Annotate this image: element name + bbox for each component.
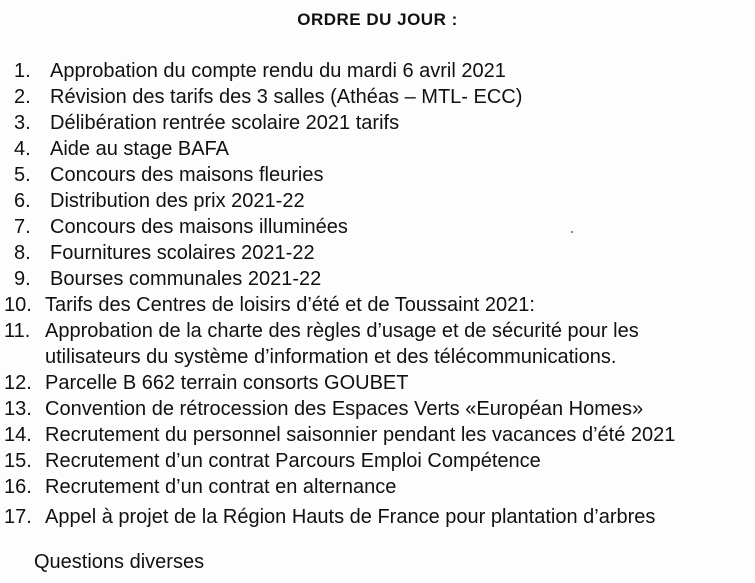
- item-text: Distribution des prix 2021-22: [50, 190, 305, 212]
- item-number: 2.: [14, 86, 31, 108]
- item-number: 9.: [14, 268, 31, 290]
- item-text: Révision des tarifs des 3 salles (Athéas – MTL- ECC): [50, 86, 523, 108]
- item-number: 1.: [14, 60, 31, 82]
- item-text-continued: utilisateurs du système d’information et des télécommunications.: [45, 346, 617, 368]
- questions-diverses: Questions diverses: [34, 551, 205, 573]
- agenda-item: [0, 110, 755, 136]
- agenda-item: [0, 188, 755, 214]
- scan-speck: [571, 231, 573, 233]
- item-number: 16.: [4, 476, 32, 498]
- item-number: 5.: [14, 164, 31, 186]
- item-text: Approbation du compte rendu du mardi 6 avril 2021: [50, 60, 506, 82]
- item-number: 4.: [14, 138, 31, 160]
- item-text: Recrutement d’un contrat Parcours Emploi Compétence: [45, 450, 541, 472]
- item-text: Fournitures scolaires 2021-22: [50, 242, 315, 264]
- agenda-item: [0, 136, 755, 162]
- item-text: Délibération rentrée scolaire 2021 tarifs: [50, 112, 400, 134]
- item-number: 15.: [4, 450, 32, 472]
- item-number: 8.: [14, 242, 31, 264]
- agenda-item: [0, 214, 755, 240]
- item-number: 14.: [4, 424, 32, 446]
- item-text: Appel à projet de la Région Hauts de France pour plantation d’arbres: [45, 506, 656, 528]
- agenda-item: [0, 318, 755, 370]
- item-text: Concours des maisons illuminées: [50, 216, 348, 238]
- agenda-item: [0, 292, 755, 318]
- agenda-item: [0, 370, 755, 396]
- item-number: 6.: [14, 190, 31, 212]
- item-text: Convention de rétrocession des Espaces Verts «Européan Homes»: [45, 398, 644, 420]
- item-number: 12.: [4, 372, 32, 394]
- agenda-title: ORDRE DU JOUR :: [297, 10, 458, 29]
- item-number: 10.: [4, 294, 32, 316]
- item-text: Aide au stage BAFA: [50, 138, 230, 160]
- agenda-item: [0, 422, 755, 448]
- agenda-item: [0, 266, 755, 292]
- agenda-item: [0, 84, 755, 110]
- agenda-item: [0, 504, 755, 530]
- item-text: Tarifs des Centres de loisirs d’été et de Toussaint 2021:: [45, 294, 535, 316]
- item-number: 11.: [4, 320, 31, 342]
- item-number: 7.: [14, 216, 31, 238]
- agenda-item: [0, 396, 755, 422]
- item-number: 13.: [4, 398, 32, 420]
- agenda-list: [0, 58, 755, 530]
- agenda-item: [0, 474, 755, 500]
- item-text: Bourses communales 2021-22: [50, 268, 322, 290]
- item-text: Approbation de la charte des règles d’usage et de sécurité pour les: [45, 320, 639, 342]
- agenda-item: [0, 58, 755, 84]
- item-text: Parcelle B 662 terrain consorts GOUBET: [45, 372, 409, 394]
- item-text: Concours des maisons fleuries: [50, 164, 324, 186]
- item-text: Recrutement d’un contrat en alternance: [45, 476, 397, 498]
- agenda-item: [0, 448, 755, 474]
- item-number: 17.: [4, 506, 32, 528]
- item-number: 3.: [14, 112, 31, 134]
- agenda-item: [0, 162, 755, 188]
- item-text: Recrutement du personnel saisonnier pendant les vacances d’été 2021: [45, 424, 676, 446]
- agenda-item: [0, 240, 755, 266]
